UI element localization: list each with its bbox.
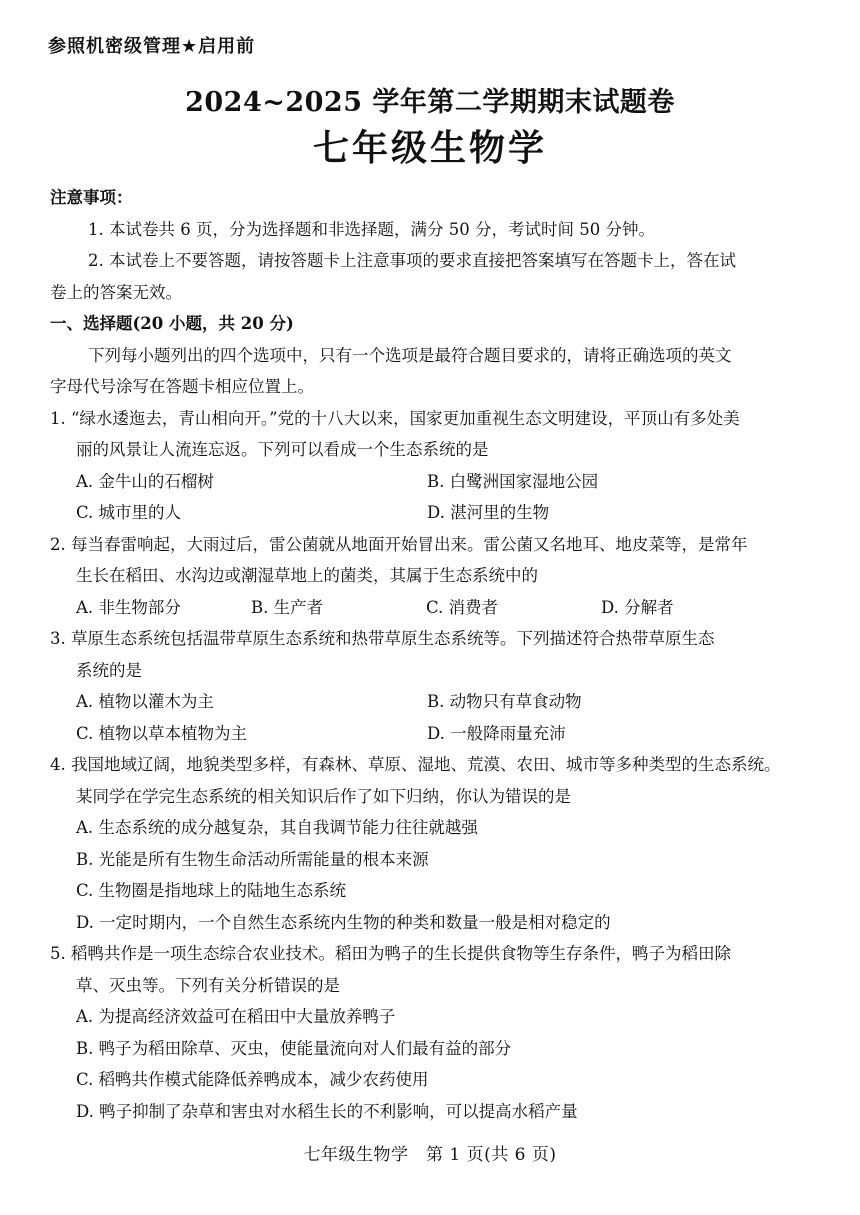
option-d: D. 一般降雨量充沛 bbox=[427, 723, 566, 743]
section-heading: 一、选择题(20 小题，共 20 分) bbox=[50, 314, 294, 333]
option-c: C. 城市里的人 bbox=[76, 503, 182, 522]
page-footer: 七年级生物学 第 1 页(共 6 页) bbox=[303, 1145, 557, 1165]
notes-heading: 注意事项： bbox=[50, 188, 133, 207]
question-stem-continued: 生长在稻田、水沟边或潮湿草地上的菌类，其属于生态系统中的 bbox=[76, 566, 538, 585]
option-a: A. 植物以灌木为主 bbox=[76, 692, 214, 711]
option-a: A. 为提高经济效益可在稻田中大量放养鸭子 bbox=[76, 1007, 396, 1026]
option-row bbox=[50, 497, 818, 529]
question-stem: 3. 草原生态系统包括温带草原生态系统和热带草原生态系统等。下列描述符合热带草原生态 bbox=[50, 629, 715, 648]
question-4 bbox=[50, 749, 818, 938]
question-3 bbox=[50, 623, 818, 749]
option-c: C. 稻鸭共作模式能降低养鸭成本，减少农药使用 bbox=[76, 1070, 429, 1089]
option-row bbox=[50, 718, 818, 750]
option-a: A. 生态系统的成分越复杂，其自我调节能力往往就越强 bbox=[76, 818, 478, 837]
option-b: B. 动物只有草食动物 bbox=[427, 692, 582, 711]
question-stem-continued: 系统的是 bbox=[76, 660, 142, 680]
option-b: B. 生产者 bbox=[251, 597, 324, 617]
question-stem: 4. 我国地域辽阔，地貌类型多样，有森林、草原、湿地、荒漠、农田、城市等多种类型的生态系统。 bbox=[50, 755, 781, 774]
question-stem-continued: 某同学在学完生态系统的相关知识后作了如下归纳，你认为错误的是 bbox=[76, 786, 571, 806]
option-a: A. 金牛山的石榴树 bbox=[76, 471, 214, 491]
question-stem: 1. “绿水逶迤去，青山相向开。”党的十八大以来，国家更加重视生态文明建设，平顶山有多处美 bbox=[50, 408, 740, 428]
question-stem-continued: 丽的风景让人流连忘返。下列可以看成一个生态系统的是 bbox=[76, 440, 489, 459]
note-item: 1. 本试卷共 6 页，分为选择题和非选择题，满分 50 分，考试时间 50 分钟。 bbox=[88, 219, 655, 239]
option-d: D. 湛河里的生物 bbox=[427, 503, 550, 522]
question-2 bbox=[50, 529, 818, 624]
option-b: B. 鸭子为稻田除草、灭虫，使能量流向对人们最有益的部分 bbox=[76, 1038, 512, 1058]
option-c: C. 植物以草本植物为主 bbox=[76, 723, 248, 743]
option-row bbox=[50, 592, 818, 624]
question-5 bbox=[50, 938, 818, 1127]
note-item: 2. 本试卷上不要答题，请按答题卡上注意事项的要求直接把答案填写在答题卡上，答在试 bbox=[88, 251, 736, 270]
option-b: B. 光能是所有生物生命活动所需能量的根本来源 bbox=[76, 849, 429, 869]
option-d: D. 分解者 bbox=[601, 597, 674, 617]
section-instructions-continued: 字母代号涂写在答题卡相应位置上。 bbox=[50, 377, 314, 396]
subject-title: 七年级生物学 bbox=[312, 127, 547, 169]
note-item-continued: 卷上的答案无效。 bbox=[50, 282, 182, 302]
question-stem-continued: 草、灭虫等。下列有关分析错误的是 bbox=[76, 975, 340, 995]
confidential-label: 参照机密级管理★启用前 bbox=[48, 36, 256, 57]
option-row bbox=[50, 686, 818, 718]
option-c: C. 消费者 bbox=[426, 597, 499, 617]
option-row bbox=[50, 466, 818, 498]
question-1 bbox=[50, 403, 818, 529]
question-stem: 2. 每当春雷响起，大雨过后，雷公菌就从地面开始冒出来。雷公菌又名地耳、地皮菜等，是常年 bbox=[50, 534, 748, 554]
option-b: B. 白鹭洲国家湿地公园 bbox=[427, 471, 599, 491]
section-instructions: 下列每小题列出的四个选项中，只有一个选项是最符合题目要求的，请将正确选项的英文 bbox=[88, 345, 732, 365]
exam-title: 2024~2025 学年第二学期期末试题卷 bbox=[185, 87, 675, 118]
option-a: A. 非生物部分 bbox=[76, 597, 181, 617]
option-d: D. 一定时期内，一个自然生态系统内生物的种类和数量一般是相对稳定的 bbox=[76, 912, 611, 932]
exam-content bbox=[50, 182, 818, 1127]
option-c: C. 生物圈是指地球上的陆地生态系统 bbox=[76, 881, 347, 900]
option-d: D. 鸭子抑制了杂草和害虫对水稻生长的不利影响，可以提高水稻产量 bbox=[76, 1101, 578, 1121]
question-stem: 5. 稻鸭共作是一项生态综合农业技术。稻田为鸭子的生长提供食物等生存条件，鸭子为稻田除 bbox=[50, 944, 731, 963]
